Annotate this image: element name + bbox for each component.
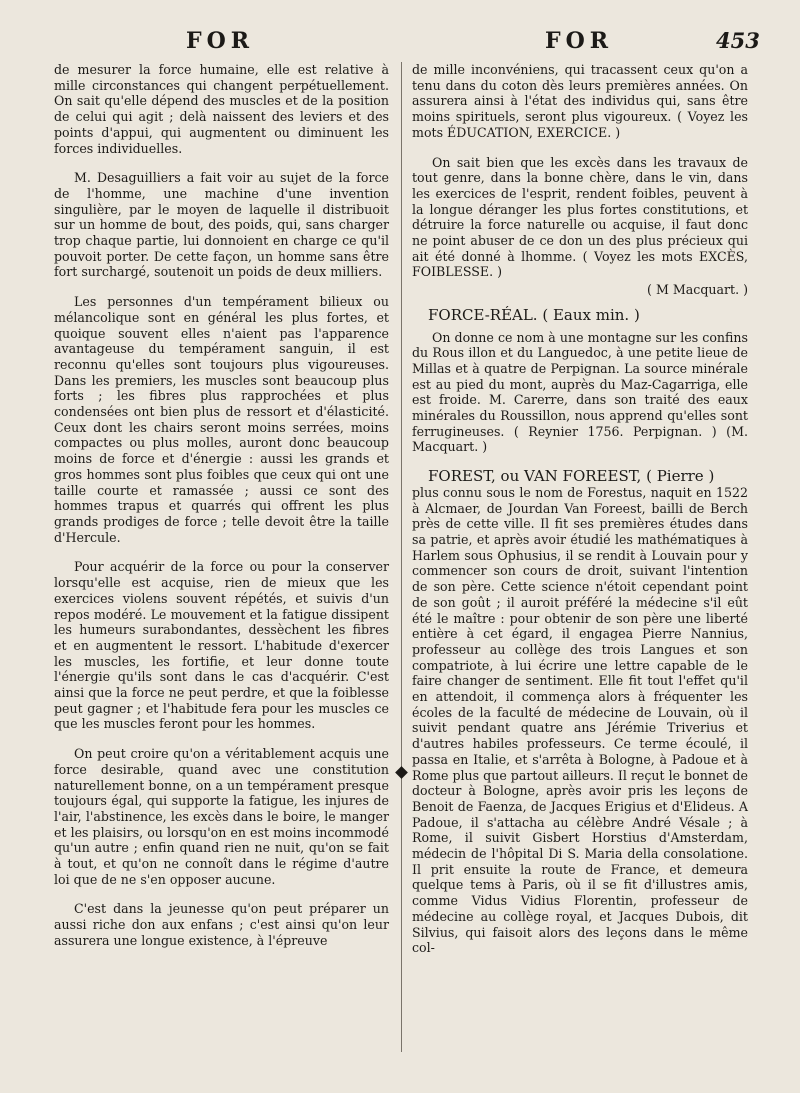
header-right-title: FOR bbox=[545, 28, 614, 54]
left-column bbox=[54, 62, 389, 963]
paragraph: On peut croire qu'on a véritablement acquis une force desirable, quand avec une constitution naturellement bonne, on a un tempérament presque toujours égal, qui supporte la fatigue, les injures de l'air, l'abstinence, les excès dans le boire, le manger et les plaisirs, ou lorsqu'on en est moins incommodé qu'un autre ; enfin quand rien ne nuit, qu'on se fait à tout, et qu'on ne connoît dans le régime d'autre loi que de ne s'en opposer aucune. bbox=[54, 746, 389, 887]
diamond-marker-icon bbox=[395, 766, 408, 779]
author-signature: ( M Macquart. ) bbox=[647, 282, 748, 298]
page-number: 453 bbox=[716, 28, 760, 53]
paragraph: plus connu sous le nom de Forestus, naquit en 1522 à Alcmaer, de Jourdan Van Foreest, bailli de Berch près de cette ville. Il fit ses premières études dans sa patrie, et après avoir étudié les mathématiques à Harlem sous Ophusius, il se rendit à Louvain pour y commencer son cours de droit, suivant l'intention de son père. Cette science n'étoit cependant point de son goût ; il auroit préféré la médecine s'il eût été le maître : pour obtenir de son père une liberté entière à cet égard, il engagea Pierre Nannius, professeur au collège des trois Langues et son compatriote, à lui écrire une lettre capable de le faire changer de sentiment. Elle fit tout l'effet qu'il en attendoit, il commença alors à fréquenter les écoles de la faculté de médecine de Louvain, où il suivit pendant quatre ans Jérémie Triverius et d'autres habiles professeurs. Ce terme écoulé, il passa en Italie, et s'arrêta à Bologne, à Padoue et à Rome plus que partout ailleurs. Il reçut le bonnet de docteur à Bologne, après avoir pris les leçons de Benoit de Faenza, de Jacques Erigius et d'Elideus. A Padoue, il s'attacha au célèbre André Vésale ; à Rome, il suivit Gisbert Horstius d'Amsterdam, médecin de l'hôpital Di S. Maria della consolatione. Il prit ensuite la route de France, et demeura quelque tems à Paris, où il se fit d'illustres amis, comme Vidus Vidius Florentin, professeur de médecine au collège royal, et Jacques Dubois, dit Silvius, qui faisoit alors des leçons dans le même col- bbox=[412, 484, 748, 956]
paragraph: M. Desaguilliers a fait voir au sujet de la force de l'homme, une machine d'une invention singulière, par le moyen de laquelle il distribuoit sur un homme de bout, des poids, qui, sans charger trop chaque partie, lui donnoient en charge ce qu'il pouvoit porter. De cette façon, un homme sans être fort surchargé, soutenoit un poids de deux milliers. bbox=[54, 170, 389, 280]
entry-heading: FORCE-RÉAL. ( Eaux min. ) bbox=[428, 305, 640, 324]
paragraph: de mille inconvéniens, qui tracassent ceux qu'on a tenu dans du coton dès leurs premières années. On assurera ainsi à l'état des individus qui, sans être moins spirituels, seront plus vigoureux. ( Voyez les mots ÉDUCATION, EXERCICE. ) bbox=[412, 62, 748, 140]
header-left-title: FOR bbox=[186, 28, 255, 54]
column-divider bbox=[401, 62, 402, 1052]
paragraph: Les personnes d'un tempérament bilieux ou mélancolique sont en général les plus fortes, et quoique souvent elles n'aient pas l'apparence avantageuse du tempérament sanguin, il est reconnu qu'elles sont toujours plus vigoureuses. Dans les premiers, les muscles sont beaucoup plus forts ; les fibres plus rapprochées et plus condensées ont bien plus de ressort et d'élasticité. Ceux dont les chairs seront moins serrées, moins compactes ou plus molles, auront donc beaucoup moins de force et d'énergie : aussi les grands et gros hommes sont plus foibles que ceux qui ont une taille courte et ramassée ; aussi ce sont des hommes trapus et quarrés qui offrent les plus grands prodiges de force ; telle devoit être la taille d'Hercule. bbox=[54, 294, 389, 545]
paragraph: C'est dans la jeunesse qu'on peut préparer un aussi riche don aux enfans ; c'est ainsi qu'on leur assurera une longue existence, à l'épreuve bbox=[54, 901, 389, 948]
running-header bbox=[0, 28, 800, 58]
paragraph: Pour acquérir de la force ou pour la conserver lorsqu'elle est acquise, rien de mieux que les exercices violens souvent répétés, et suivis d'un repos modéré. Le mouvement et la fatigue dissipent les humeurs surabondantes, dessèchent les fibres et en augmentent le ressort. L'habitude d'exercer les muscles, les fortifie, et leur donne toute l'énergie qu'ils sont dans le cas d'acquérir. C'est ainsi que la force ne peut perdre, et que la foiblesse peut gagner ; et l'habitude fera pour les muscles ce que les muscles feront pour les hommes. bbox=[54, 559, 389, 732]
paragraph: de mesurer la force humaine, elle est relative à mille circonstances qui changent perpétuellement. On sait qu'elle dépend des muscles et de la position de celui qui agit ; delà naissent des leviers et des points d'appui, qui augmentent ou diminuent les forces individuelles. bbox=[54, 62, 389, 156]
paragraph: On sait bien que les excès dans les travaux de tout genre, dans la bonne chère, dans le vin, dans les exercices de l'esprit, rendent foibles, peuvent à la longue déranger les plus fortes constitutions, et détruire la force naturelle ou acquise, il faut donc ne point abuser de ce don un des plus précieux qui ait été donné à lhomme. ( Voyez les mots EXCÈS, FOIBLESSE. ) bbox=[412, 154, 748, 280]
right-column bbox=[412, 62, 748, 970]
entry-heading: FOREST, ou VAN FOREEST, ( Pierre ) bbox=[428, 467, 715, 486]
paragraph: On donne ce nom à une montagne sur les confins du Rous illon et du Languedoc, à une petite lieue de Millas et à quatre de Perpignan. La source minérale est au pied du mont, auprès du Maz-Cagarriga, elle est froide. M. Carerre, dans son traité des eaux minérales du Roussillon, nous apprend qu'elles sont ferrugineuses. ( Reynier 1756. Perpignan. ) (M. Macquart. ) bbox=[412, 329, 748, 455]
